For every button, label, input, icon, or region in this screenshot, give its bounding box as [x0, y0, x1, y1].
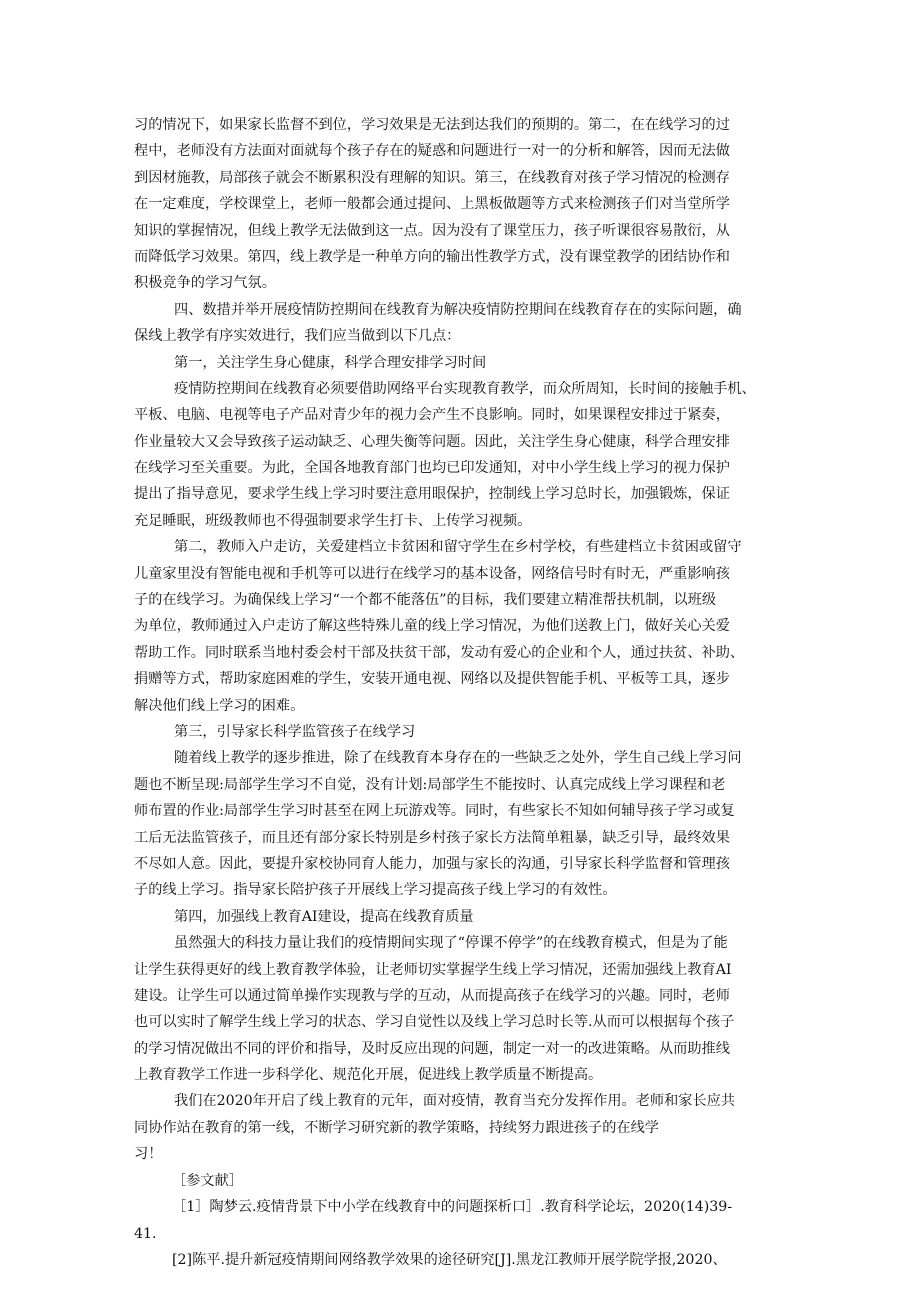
- text-line: 帮助工作。同时联系当地村委会村干部及扶贫干部，发动有爱心的企业和个人，通过扶贫、补助、: [134, 644, 745, 661]
- text-line: 师布置的作业:局部学生学习时甚至在网上玩游戏等。同时，有些家长不知如何辅导孩子学习或复: [134, 803, 735, 820]
- subsection-heading: 第二，教师入户走访，关爱建档立卡贫困和留守学生在乡村学校，有些建档立卡贫困或留守: [174, 539, 742, 556]
- references-heading: ［参文献］: [172, 1173, 243, 1189]
- text-line: 保线上教学有序实效进行，我们应当做到以下几点：: [134, 328, 461, 345]
- text-line: 虽然强大的科技力量让我们的疫情期间实现了“停课不停学”的在线教育模式，但是为了能: [174, 935, 728, 952]
- text-line: 工后无法监管孩子，而且还有部分家长特别是乡村孩子家长方法简单粗暴，缺乏引导，最终效果: [134, 829, 730, 846]
- text-line: 不尽如人意。因此，要提升家校协同育人能力，加强与家长的沟通，引导家长科学监督和管理孩: [134, 855, 730, 872]
- text-line: 作业量较大又会导致孩子运动缺乏、心理失衡等问题。因此，关注学生身心健康，科学合理安排: [134, 433, 730, 450]
- text-line: 平板、电脑、电视等电子产品对青少年的视力会产生不良影响。同时，如果课程安排过于紧奏，: [134, 407, 730, 424]
- text-line: 到因材施教，局部孩子就会不断累积没有理解的知识。第三，在线教育对孩子学习情况的检测存: [134, 169, 730, 186]
- body-text: [134, 112, 786, 1168]
- subsection-heading: 第一，关注学生身心健康，科学合理安排学习时间: [174, 354, 487, 371]
- text-line: 而降低学习效果。第四，线上教学是一种单方向的输出性教学方式，没有课堂教学的团结协作和: [134, 248, 730, 265]
- text-line: 提出了指导意见，要求学生线上学习时要注意用眼保护，控制线上学习总时长，加强锻炼，保证: [134, 486, 730, 503]
- references: [134, 1168, 786, 1274]
- text-line: 的学习情况做出不同的评价和指导，及时反应出现的问题，制定一对一的改进策略。从而助推线: [134, 1040, 730, 1057]
- text-line: 程中，老师没有方法面对面就每个孩子存在的疑惑和问题进行一对一的分析和解答，因而无法做: [134, 143, 730, 160]
- subsection-heading: 第三，引导家长科学监管孩子在线学习: [174, 723, 416, 740]
- conclusion-line: 习！: [134, 1146, 163, 1163]
- text-line: 建设。让学生可以通过简单操作实现教与学的互动，从而提高孩子在线学习的兴趣。同时，老师: [134, 987, 730, 1004]
- text-line: 积极竞争的学习气氛。: [134, 275, 276, 292]
- text-line: 为单位，教师通过入户走访了解这些特殊儿童的线上学习情况，为他们送教上门，做好关心关爱: [134, 618, 730, 635]
- text-line: 习的情况下，如果家长监督不到位，学习效果是无法到达我们的预期的。第二，在在线学习的过: [134, 117, 730, 133]
- reference-item: ［1］陶梦云.疫情背景下中小学在线教育中的问题探析口］.教育科学论坛，2020(14)39-: [172, 1199, 733, 1216]
- text-line: 也可以实时了解学生线上学习的状态、学习自觉性以及线上学习总时长等.从而可以根据每个孩子: [134, 1014, 735, 1031]
- reference-item: [2]陈平.提升新冠疫情期间网络教学效果的途径研究[J].黑龙江教师开展学院学报,2020、: [172, 1252, 727, 1269]
- text-line: 捐赠等方式，帮助家庭困难的学生，安装开通电视、网络以及提供智能手机、平板等工具，逐步: [134, 671, 730, 688]
- conclusion-line: 我们在2020年开启了线上教育的元年，面对疫情，教育当充分发挥作用。老师和家长应共: [174, 1093, 736, 1110]
- text-line: 题也不断呈现:局部学生学习不自觉，没有计划:局部学生不能按时、认真完成线上学习课程和老: [134, 776, 726, 793]
- text-line: 随着线上教学的逐步推进，除了在线教育本身存在的一些缺乏之处外，学生自己线上学习问: [174, 750, 742, 767]
- conclusion-line: 同协作站在教育的第一线，不断学习研究新的教学策略，持续努力跟进孩子的在线学: [134, 1119, 659, 1136]
- reference-item: 41.: [134, 1225, 157, 1242]
- text-line: 充足睡眠，班级教师也不得强制要求学生打卡、上传学习视频。: [134, 512, 532, 529]
- text-line: 子的在线学习。为确保线上学习“一个都不能落伍”的目标，我们要建立精准帮扶机制，以班级: [134, 592, 717, 609]
- text-line: 疫情防控期间在线教育必须要借助网络平台实现教育教学，而众所周知，长时间的接触手机、: [174, 380, 756, 397]
- text-line: 上教育教学工作进一步科学化、规范化开展，促进线上教学质量不断提高。: [134, 1067, 603, 1084]
- text-line: 解决他们线上学习的困难。: [134, 697, 305, 714]
- text-line: 让学生获得更好的线上教育教学体验，让老师切实掌握学生线上学习情况，还需加强线上教育AI: [134, 961, 732, 978]
- text-line: 在线学习至关重要。为此，全国各地教育部门也均已印发通知，对中小学生线上学习的视力保护: [134, 460, 730, 477]
- subsection-heading: 第四，加强线上教育AI建设，提高在线教育质量: [174, 908, 474, 925]
- section-heading: 四、数措并举开展疫情防控期间在线教育为解决疫情防控期间在线教育存在的实际问题，确: [174, 301, 742, 318]
- text-line: 子的线上学习。指导家长陪护孩子开展线上学习提高孩子线上学习的有效性。: [134, 882, 617, 899]
- text-line: 知识的掌握情况，但线上教学无法做到这一点。因为没有了课堂压力，孩子听课很容易散衍，从: [134, 222, 730, 239]
- text-line: 儿童家里没有智能电视和手机等可以进行在线学习的基本设备，网络信号时有时无，严重影响孩: [134, 565, 730, 582]
- text-line: 在一定难度，学校课堂上，老师一般都会通过提问、上黑板做题等方式来检测孩子们对当堂所学: [134, 196, 730, 213]
